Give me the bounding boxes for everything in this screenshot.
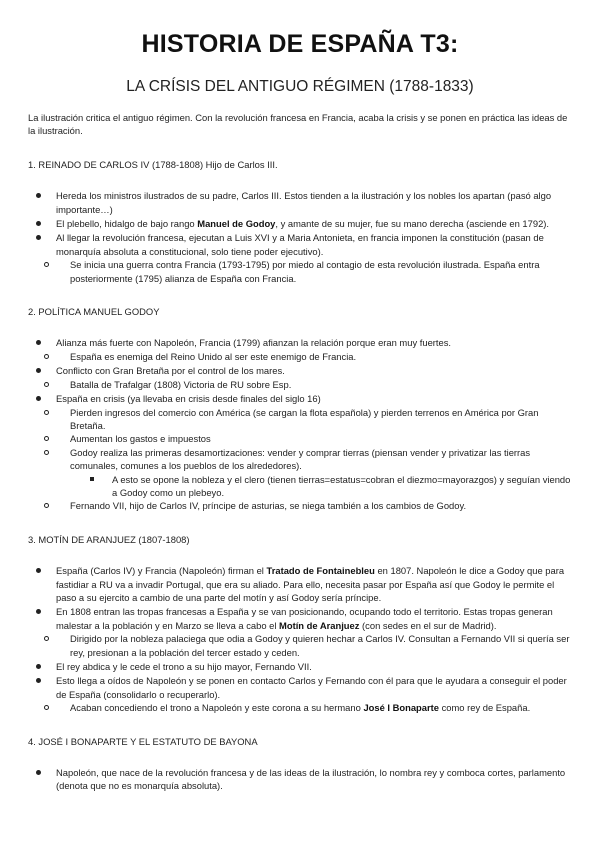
section-heading: 3. MOTÍN DE ARANJUEZ (1807-1808)	[28, 533, 190, 545]
section-heading: 2. POLÍTICA MANUEL GODOY	[28, 306, 160, 318]
sub-list-item: Dirigido por la nobleza palaciega que odia a Godoy y quieren hechar a Carlos IV. Consultan a Fernando VII si quería ser rey, presionan a la población del tercer estado y ceden.	[28, 632, 576, 659]
text-run: Al llegar la revolución francesa, ejecutan a Luis XVI y a Maria Antonieta, en francia imponen la constitución (pasan de monarquía absoluta a constitucional, solo tiene poder ejecutivo).	[56, 232, 544, 257]
sub-list-item: España es enemiga del Reino Unido al ser este enemigo de Francia.	[28, 350, 576, 363]
text-run: como rey de España.	[438, 702, 531, 714]
section-motin-aranjuez	[28, 533, 576, 715]
sub-list-item: Batalla de Trafalgar (1808) Victoria de RU sobre Esp.	[28, 378, 576, 391]
sub-list-item	[28, 701, 576, 714]
bold-text: Tratado de Fontainebleu	[266, 565, 375, 577]
list-item	[28, 564, 576, 604]
sub-list-item: Se inicia una guerra contra Francia (1793-1795) por miedo al contagio de esta revolución ilustrada. España entra posteriormente (1795) alianza de España con Francia.	[28, 258, 576, 285]
bullet-list	[28, 564, 576, 714]
text-run: Esto llega a oídos de Napoleón y se ponen en contacto Carlos y Fernando con él para que le ayudara a conseguir el poder de España (consolidarlo o recuperarlo).	[56, 675, 567, 700]
sub-list	[28, 632, 576, 659]
page-subtitle: LA CRÍSIS DEL ANTIGUO RÉGIMEN (1788-1833)	[126, 78, 474, 95]
sub-list	[28, 701, 576, 714]
bold-text: Motín de Aranjuez	[279, 619, 360, 631]
section-heading: 4. JOSÉ I BONAPARTE Y EL ESTATUTO DE BAYONA	[28, 735, 258, 747]
text-run: El plebello, hidalgo de bajo rango	[56, 218, 198, 230]
sub-sub-list	[28, 473, 576, 500]
text-run: España en crisis (ya llevaba en crisis desde finales del siglo 16)	[56, 393, 321, 405]
list-item	[28, 336, 576, 363]
sub-list	[28, 258, 576, 285]
text-run: (con sedes en el sur de Madrid).	[359, 619, 497, 631]
sub-list	[28, 378, 576, 391]
list-item	[28, 364, 576, 391]
sub-list-item: Pierden ingresos del comercio con América (se cargan la flota española) y pierden terrenos en América por Gran Bretaña.	[28, 406, 576, 433]
bullet-list	[28, 189, 576, 285]
bullet-list	[28, 336, 576, 512]
text-run: Acaban concediendo el trono a Napoleón y este corona a su hermano	[70, 702, 364, 714]
text-run: , y amante de su mujer, fue su mano derecha (asciende en 1792).	[275, 218, 550, 230]
sub-list-item: Aumentan los gastos e impuestos	[28, 432, 576, 445]
text-run: España (Carlos IV) y Francia (Napoleón) firman el	[56, 565, 267, 577]
list-item: El rey abdica y le cede el trono a su hijo mayor, Fernando VII.	[28, 660, 576, 673]
list-item	[28, 217, 576, 230]
list-item: Napoleón, que nace de la revolución francesa y de las ideas de la ilustración, lo nombra rey y comboca cortes, parlamento (denota que no es monarquía absoluta).	[28, 766, 576, 793]
bold-text: Manuel de Godoy	[197, 218, 276, 230]
sub-list-item: Fernando VII, hijo de Carlos IV, príncipe de asturias, se niega también a los cambios de Godoy.	[28, 499, 576, 512]
text-run: Alianza más fuerte con Napoleón, Francia (1799) afianzan la relación porque eran muy fuertes.	[56, 337, 452, 349]
text-run: Godoy realiza las primeras desamortizaciones: vender y comprar tierras (piensan vender y privatizar las tierras comunales, comunes a los pueblos de los alrededores).	[70, 446, 531, 472]
text-run: Conflicto con Gran Bretaña por el control de los mares.	[56, 365, 285, 377]
list-item	[28, 392, 576, 513]
intro-paragraph: La ilustración critica el antiguo régimen. Con la revolución francesa en Francia, acaba la crisis y se ponen en práctica las ideas de la ilustración.	[28, 112, 568, 137]
section-heading: 1. REINADO DE CARLOS IV (1788-1808) Hijo de Carlos III.	[28, 158, 278, 170]
text-run: en 1807. Napoleón le dice a Godoy que para fastidiar a RU va a invadir Portugal, que era su aliado. Para ello, necesita pasar por España así que Godoy le permite el paso a su ejercito a cambio de una parte del motín y así Godoy sería príncipe.	[56, 565, 565, 603]
section-reinado-carlos-iv	[28, 158, 576, 285]
sub-list	[28, 350, 576, 363]
document-body	[28, 111, 576, 813]
bullet-list	[28, 766, 576, 793]
sub-sub-list-item: A esto se opone la nobleza y el clero (tienen tierras=estatus=cobran el diezmo=mayorazgos) y seguían viendo a Godoy como un plebeyo.	[70, 473, 576, 500]
text-run: En 1808 entran las tropas francesas a España y se van posicionando, ocupando todo el territorio. Estas tropas generan malestar a la población y en Marzo se lleva a cabo el	[56, 606, 553, 631]
list-item: Hereda los ministros ilustrados de su padre, Carlos III. Estos tienden a la ilustración y los nobles los apartan (pasó algo importante…)	[28, 189, 576, 216]
sub-list	[28, 406, 576, 513]
bold-text: José I Bonaparte	[363, 702, 439, 714]
list-item	[28, 674, 576, 714]
list-item	[28, 231, 576, 285]
section-politica-godoy	[28, 305, 576, 513]
section-jose-bonaparte	[28, 735, 576, 793]
sub-list-item	[28, 446, 576, 500]
page-title: HISTORIA DE ESPAÑA T3:	[141, 30, 459, 58]
list-item	[28, 605, 576, 659]
